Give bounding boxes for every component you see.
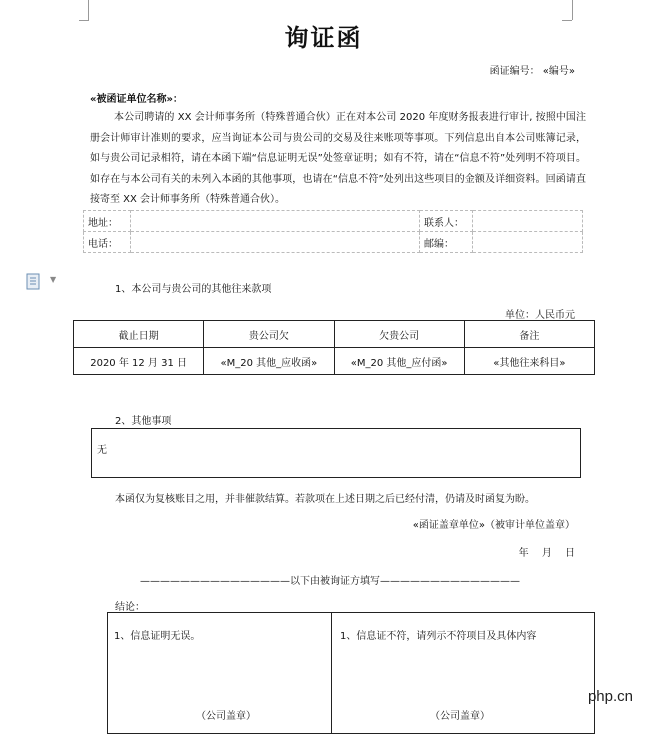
address-label: 地址： [84,211,131,232]
disclaimer-statement: 本函仅为复核账目之用，并非催款结算。若款项在上述日期之后已经付清，仍请及时函复为盼。 [115,494,535,505]
contact-person-label: 联系人： [420,211,473,232]
contact-person-field[interactable] [473,211,583,232]
phone-field[interactable] [131,232,420,253]
cell-date: 2020 年 12 月 31 日 [74,348,204,375]
company-seal-left: （公司盖章） [196,711,256,722]
contact-info-table [83,210,583,253]
other-matters-text: 无 [97,445,107,456]
cell-receivable: «M_20 其他_应收函» [204,348,334,375]
body-paragraph: 本公司聘请的 XX 会计师事务所（特殊普通合伙）正在对本公司 2020 年度财务报表进行审计, 按照中国注册会计师审计准则的要求，应当询证本公司与贵公司的交易及往来账项等事项。下列信息出自本公司账簿记录，如与贵公司记录相符，请在本函下端“信息证明无误”处签章证明；如有不符，请在“信息不符”处列明不符项目。如存在与本公司有关的未列入本函的其他事项，也请在“信息不符”处列出这些项目的金额及详细资料。回函请直接寄至 XX 会计师事务所（特殊普通合伙）。 [90,112,586,205]
conclusion-label: 结论： [115,602,145,613]
other-matters-box[interactable] [91,428,581,478]
reference-number: 函证编号： «编号» [489,66,575,77]
header-owed-by-you: 贵公司欠 [204,321,334,348]
page-corner-mark [78,0,89,20]
page-corner-mark [572,0,583,20]
currency-unit: 单位：人民币元 [505,310,575,321]
separator-line: ———————————————以下由被询证方填写—————————————— [140,576,520,587]
date-line: 年 月 日 [518,548,575,559]
section-1-heading: 1、本公司与贵公司的其他往来款项 [115,284,272,295]
chevron-down-icon[interactable]: ▼ [50,275,57,284]
cell-remark: «其他往来科目» [464,348,594,375]
address-field[interactable] [131,211,420,232]
paste-options-icon[interactable] [26,273,42,291]
postcode-field[interactable] [473,232,583,253]
accounts-table [73,320,595,375]
header-cutoff-date: 截止日期 [74,321,204,348]
company-seal-right: （公司盖章） [430,711,490,722]
confirm-not-ok-text: 1、信息证不符，请列示不符项目及具体内容 [340,631,537,642]
table-header-row [74,321,595,348]
confirm-ok-text: 1、信息证明无误。 [114,631,201,642]
section-2-heading: 2、其他事项 [115,416,172,427]
header-remarks: 备注 [464,321,594,348]
recipient-name: «被函证单位名称»： [90,94,183,105]
conclusion-box [107,612,595,734]
site-watermark: php.cn [587,688,633,705]
cell-payable: «M_20 其他_应付函» [334,348,464,375]
document-title: 询证函 [284,24,363,52]
phone-label: 电话： [84,232,131,253]
header-owed-to-you: 欠贵公司 [334,321,464,348]
conclusion-divider [331,613,332,733]
seal-line: «函证盖章单位»（被审计单位盖章） [412,520,575,531]
postcode-label: 邮编： [420,232,473,253]
table-row [74,348,595,375]
